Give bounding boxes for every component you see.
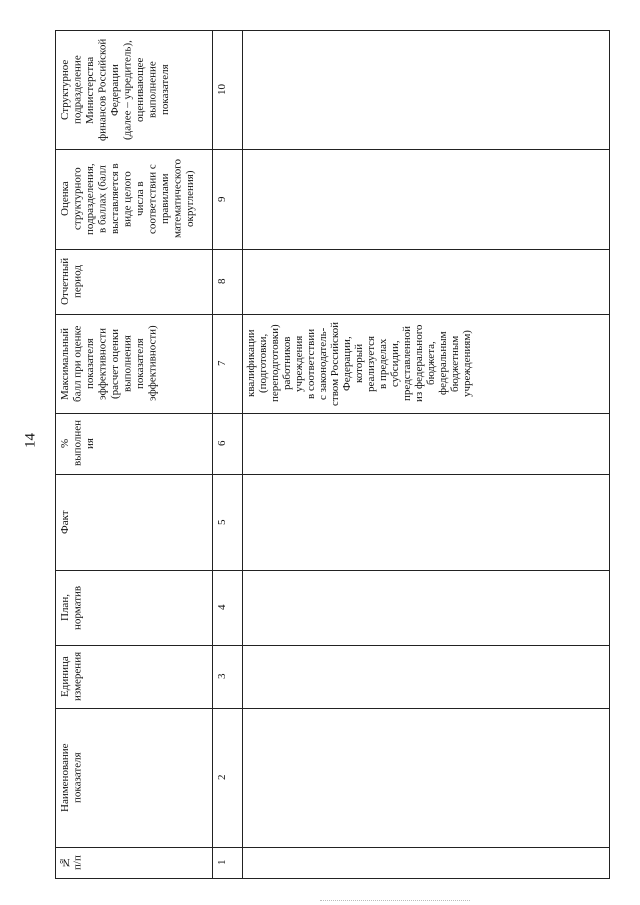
- indicator-table: [55, 30, 610, 879]
- column-number: 9: [216, 196, 228, 202]
- column-number: 1: [216, 859, 228, 866]
- column-number: 6: [216, 440, 228, 447]
- header-percent-completion: % выполнен ия: [59, 420, 96, 467]
- header-row-divider: [212, 31, 213, 878]
- column-number: 8: [216, 278, 228, 285]
- number-row-divider: [242, 31, 243, 878]
- header-max-score: Максимальный балл при оценке показателя эффективности (расчет оценки выполнения показателя эффективности): [59, 325, 159, 402]
- column-number: 2: [216, 774, 228, 781]
- column-number: 3: [216, 673, 228, 680]
- scan-artifact: [320, 900, 470, 901]
- header-actual: Факт: [59, 510, 71, 534]
- header-evaluating-department: Структурное подразделение Министерства финансов Российской Федерации (далее – учредитель), оценивающее выполнение показателя: [59, 38, 171, 142]
- header-reporting-period: Отчетный период: [59, 257, 84, 306]
- header-department-score: Оценка структурного подразделения, в баллах (балл выставляется в виде целого числа в соответствии с правилами математического округления): [59, 159, 196, 239]
- column-number: 7: [216, 360, 228, 367]
- header-row-number: № п/п: [59, 855, 84, 870]
- max-score-cell-text: квалификации (подготовки, переподготовки) работников учреждения в соответствии с законодатель- ством Российской Федерации, который реализуется в пределах субсидии, представленной из федерального бюджета, федеральным бюджетным учреждениям): [245, 321, 473, 406]
- header-plan-norm: План, норматив: [59, 585, 84, 630]
- header-indicator-name: Наименование показателя: [59, 743, 84, 812]
- page-number: 14: [22, 433, 39, 448]
- column-number: 5: [216, 519, 228, 525]
- header-unit: Единица измерения: [59, 651, 84, 702]
- column-number: 10: [216, 84, 228, 96]
- column-number: 4: [216, 604, 228, 611]
